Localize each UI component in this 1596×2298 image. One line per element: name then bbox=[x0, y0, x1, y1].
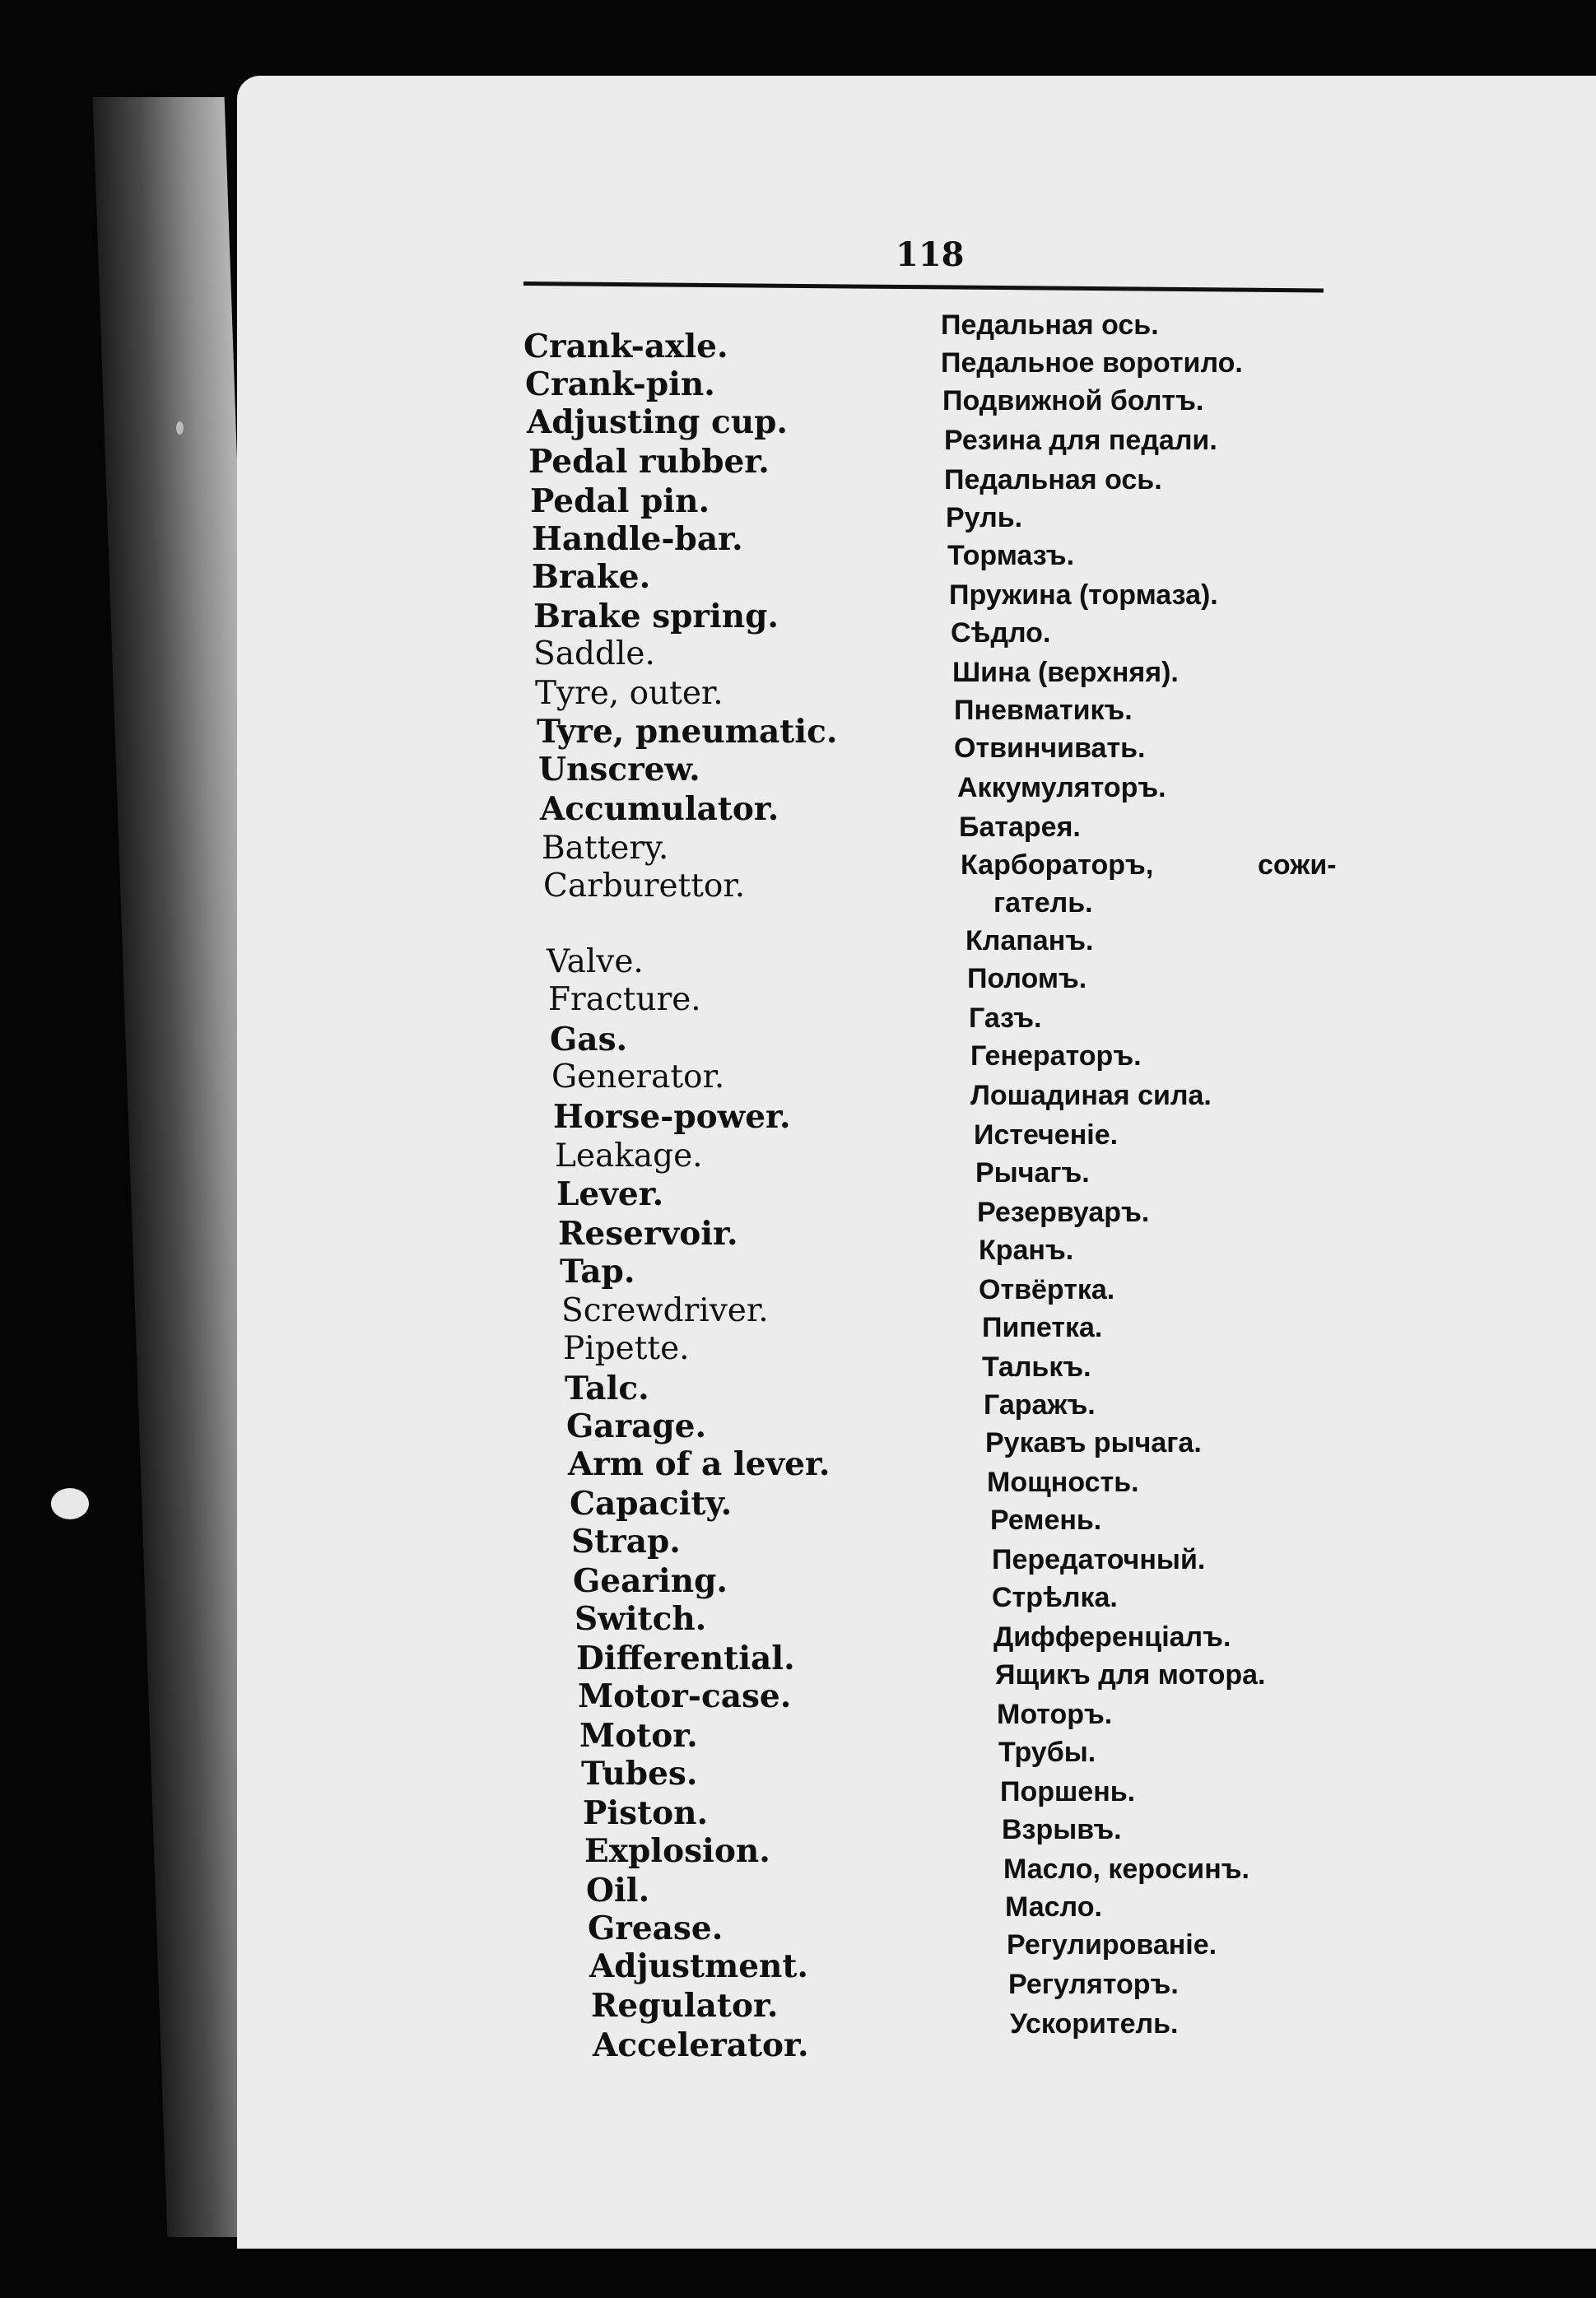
english-term: Battery. bbox=[542, 830, 669, 867]
russian-translation: Дифференціалъ. bbox=[993, 1621, 1231, 1653]
russian-translation: Регуляторъ. bbox=[1008, 1969, 1179, 2000]
russian-translation: Шина (верхняя). bbox=[952, 657, 1179, 688]
russian-translation: Кранъ. bbox=[979, 1235, 1074, 1266]
russian-translation: Лошадиная сила. bbox=[970, 1080, 1212, 1111]
english-term: Crank-pin. bbox=[525, 365, 715, 403]
russian-translation: Стрѣлка. bbox=[992, 1582, 1118, 1613]
russian-translation: Рукавъ рычага. bbox=[985, 1427, 1202, 1458]
russian-translation-line2: гатель. bbox=[993, 887, 1093, 919]
english-term: Strap. bbox=[571, 1523, 681, 1561]
english-term: Pedal pin. bbox=[530, 482, 710, 520]
russian-translation: Поломъ. bbox=[967, 963, 1087, 994]
english-term: Tap. bbox=[560, 1253, 635, 1291]
english-term: Differential. bbox=[576, 1640, 795, 1677]
book-page bbox=[237, 76, 1596, 2249]
english-term: Brake. bbox=[532, 558, 651, 596]
english-term: Tubes. bbox=[581, 1755, 698, 1793]
english-term: Handle-bar. bbox=[532, 520, 743, 558]
english-term: Tyre, pneumatic. bbox=[537, 713, 838, 751]
english-term: Regulator. bbox=[591, 1987, 779, 2025]
english-term: Tyre, outer. bbox=[535, 675, 724, 712]
english-term: Adjusting cup. bbox=[527, 403, 788, 441]
russian-translation: Передаточный. bbox=[992, 1544, 1206, 1575]
russian-translation: Резервуаръ. bbox=[977, 1197, 1150, 1228]
english-term: Accumulator. bbox=[540, 790, 779, 828]
russian-translation: Моторъ. bbox=[997, 1699, 1113, 1730]
russian-translation-continued: сожи- bbox=[1258, 849, 1337, 881]
russian-translation: Взрывъ. bbox=[1002, 1814, 1122, 1845]
english-term: Capacity. bbox=[570, 1485, 733, 1523]
english-term: Saddle. bbox=[533, 635, 655, 672]
paper-speck bbox=[51, 1488, 89, 1519]
russian-translation: Ускоритель. bbox=[1010, 2008, 1179, 2040]
russian-translation: Тормазъ. bbox=[947, 540, 1075, 571]
english-term: Talc. bbox=[565, 1370, 649, 1407]
english-term: Gearing. bbox=[573, 1562, 728, 1600]
russian-translation: Пипетка. bbox=[982, 1312, 1103, 1343]
page-number: 118 bbox=[896, 235, 965, 274]
english-term: Horse-power. bbox=[553, 1098, 791, 1136]
russian-translation: Трубы. bbox=[998, 1737, 1096, 1768]
english-term: Garage. bbox=[566, 1407, 707, 1445]
english-term: Adjustment. bbox=[589, 1947, 808, 1985]
russian-translation: Педальная ось. bbox=[944, 464, 1162, 495]
english-term: Screwdriver. bbox=[561, 1292, 769, 1329]
russian-translation: Отвинчивать. bbox=[954, 733, 1146, 764]
russian-translation: Пневматикъ. bbox=[954, 695, 1133, 726]
english-term: Motor. bbox=[579, 1717, 698, 1755]
russian-translation: Гаражъ. bbox=[984, 1389, 1096, 1421]
russian-translation: Масло, керосинъ. bbox=[1003, 1854, 1249, 1885]
english-term: Grease. bbox=[588, 1910, 724, 1947]
english-term: Accelerator. bbox=[593, 2026, 809, 2064]
english-term: Pedal rubber. bbox=[528, 443, 770, 481]
english-term: Reservoir. bbox=[558, 1215, 738, 1253]
russian-translation: Ящикъ для мотора. bbox=[995, 1659, 1266, 1691]
english-term: Gas. bbox=[550, 1021, 628, 1058]
english-term: Oil. bbox=[586, 1872, 650, 1910]
russian-translation: Отвёртка. bbox=[979, 1274, 1115, 1305]
russian-translation: Регулированіе. bbox=[1007, 1929, 1217, 1961]
russian-translation: Талькъ. bbox=[982, 1351, 1091, 1383]
paper-speck bbox=[176, 421, 184, 435]
english-term: Motor-case. bbox=[578, 1677, 792, 1715]
russian-translation: Подвижной болтъ. bbox=[942, 385, 1204, 416]
english-term: Piston. bbox=[583, 1794, 709, 1832]
russian-translation: Генераторъ. bbox=[970, 1040, 1142, 1072]
russian-translation: Педальное воротило. bbox=[941, 347, 1243, 379]
russian-translation: Клапанъ. bbox=[966, 925, 1094, 956]
english-term: Crank-axle. bbox=[523, 328, 728, 365]
english-term: Arm of a lever. bbox=[568, 1445, 831, 1483]
english-term: Explosion. bbox=[584, 1832, 770, 1870]
russian-translation: Аккумуляторъ. bbox=[957, 772, 1166, 803]
russian-translation: Мощность. bbox=[987, 1467, 1139, 1498]
russian-translation: Истеченіе. bbox=[974, 1119, 1119, 1151]
russian-translation: Педальная ось. bbox=[941, 309, 1159, 341]
english-term: Fracture. bbox=[548, 981, 701, 1018]
russian-translation: Поршень. bbox=[1000, 1776, 1136, 1807]
english-term: Lever. bbox=[556, 1175, 664, 1213]
english-term: Pipette. bbox=[563, 1330, 690, 1367]
russian-translation: Резина для педали. bbox=[944, 425, 1217, 456]
russian-translation: Газъ. bbox=[969, 1002, 1042, 1034]
russian-translation: Сѣдло. bbox=[951, 617, 1051, 649]
russian-translation: Карбораторъ, bbox=[961, 849, 1154, 881]
russian-translation: Руль. bbox=[946, 502, 1023, 533]
russian-translation: Батарея. bbox=[959, 812, 1081, 843]
english-term: Leakage. bbox=[555, 1137, 703, 1175]
english-term: Generator. bbox=[551, 1058, 725, 1096]
english-term: Switch. bbox=[575, 1600, 707, 1638]
russian-translation: Рычагъ. bbox=[975, 1157, 1090, 1189]
english-term: Unscrew. bbox=[538, 751, 700, 788]
russian-translation: Масло. bbox=[1005, 1891, 1102, 1923]
english-term: Brake spring. bbox=[533, 598, 779, 635]
english-term: Valve. bbox=[547, 943, 644, 980]
russian-translation: Ремень. bbox=[990, 1505, 1102, 1536]
english-term: Carburettor. bbox=[543, 868, 746, 905]
russian-translation: Пружина (тормаза). bbox=[949, 579, 1218, 611]
